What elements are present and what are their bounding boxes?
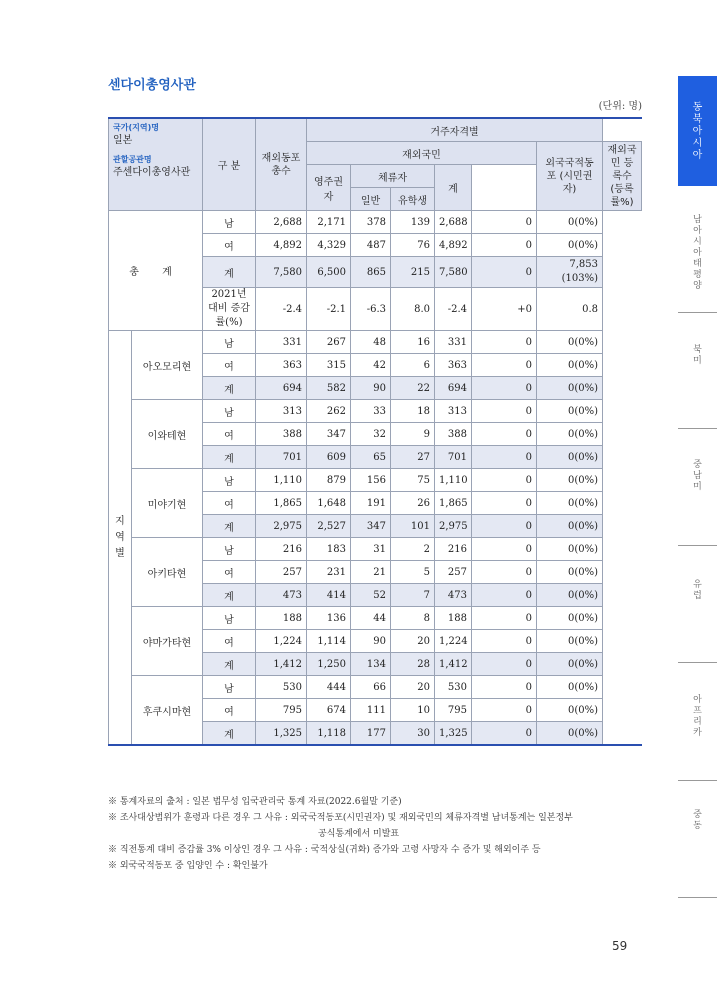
table-cell: 0 (472, 584, 537, 607)
table-cell: 388 (256, 423, 307, 446)
side-divider (678, 312, 717, 313)
table-cell: 414 (307, 584, 351, 607)
row-sub-label: 남 (203, 469, 256, 492)
table-cell: 22 (391, 377, 435, 400)
table-cell: 1,224 (256, 630, 307, 653)
table-cell: 487 (351, 234, 391, 257)
row-sub-label: 남 (203, 607, 256, 630)
table-cell: 2,688 (256, 211, 307, 234)
table-cell: 27 (391, 446, 435, 469)
table-cell: 331 (256, 331, 307, 354)
table-cell: 44 (351, 607, 391, 630)
side-tab-item[interactable]: 북미 (693, 345, 702, 366)
table-cell: 530 (435, 676, 472, 699)
row-sub-label: 여 (203, 423, 256, 446)
row-sub-label: 계 (203, 446, 256, 469)
table-row (109, 469, 642, 492)
table-cell: 42 (351, 354, 391, 377)
table-cell: 701 (256, 446, 307, 469)
table-cell: 2,975 (256, 515, 307, 538)
header-permanent: 영주권자 (307, 165, 351, 211)
table-cell: 0.8 (537, 288, 603, 331)
table-cell: 177 (351, 722, 391, 746)
table-cell: 378 (351, 211, 391, 234)
table-cell: 0(0%) (537, 446, 603, 469)
table-cell: 0(0%) (537, 331, 603, 354)
table-cell: 8 (391, 607, 435, 630)
table-cell: 0(0%) (537, 699, 603, 722)
header-sum: 계 (435, 165, 472, 211)
table-cell: 0(0%) (537, 722, 603, 746)
note-source: ※ 통계자료의 출처 : 일본 법무성 입국관리국 통계 자료(2022.6월말 기준) (108, 797, 402, 807)
table-cell: 0(0%) (537, 607, 603, 630)
row-sub-label: 계 (203, 515, 256, 538)
region-name: 후쿠시마현 (132, 676, 203, 746)
region-name: 미야기현 (132, 469, 203, 538)
table-cell: 111 (351, 699, 391, 722)
table-cell: 473 (256, 584, 307, 607)
table-cell: 262 (307, 400, 351, 423)
table-cell: 33 (351, 400, 391, 423)
table-cell: 6 (391, 354, 435, 377)
table-cell: 188 (435, 607, 472, 630)
table-cell: 0 (472, 234, 537, 257)
table-cell: 0(0%) (537, 400, 603, 423)
table-cell: 6,500 (307, 257, 351, 288)
table-cell: 0 (472, 377, 537, 400)
table-cell: 8.0 (391, 288, 435, 331)
table-cell: 0 (472, 561, 537, 584)
table-cell: 216 (256, 538, 307, 561)
header-residence: 거주자격별 (307, 118, 603, 142)
table-cell: 1,224 (435, 630, 472, 653)
table-cell: 215 (391, 257, 435, 288)
table-cell: 10 (391, 699, 435, 722)
table-cell: 388 (435, 423, 472, 446)
table-cell: 694 (256, 377, 307, 400)
row-sub-label: 여 (203, 234, 256, 257)
table-cell: -6.3 (351, 288, 391, 331)
table-cell: 16 (391, 331, 435, 354)
row-sub-label: 남 (203, 211, 256, 234)
note-change-reason: ※ 직전통계 대비 증감률 3% 이상인 경우 그 사유 : 국적상실(귀화) 증가와 고령 사망자 수 증가 및 해외이주 등 (108, 845, 541, 855)
side-divider (678, 662, 717, 663)
table-cell: 0 (472, 423, 537, 446)
table-cell: 0 (472, 446, 537, 469)
table-cell: 0(0%) (537, 630, 603, 653)
row-sub-label: 2021년대비 증감률(%) (203, 288, 256, 331)
table-cell: 795 (256, 699, 307, 722)
table-cell: 2,688 (435, 211, 472, 234)
table-cell: 52 (351, 584, 391, 607)
table-cell: 18 (391, 400, 435, 423)
row-sub-label: 여 (203, 561, 256, 584)
table-cell: 0 (472, 354, 537, 377)
table-cell: 363 (256, 354, 307, 377)
table-cell: 347 (351, 515, 391, 538)
table-cell: 331 (435, 331, 472, 354)
table-cell: 0 (472, 492, 537, 515)
table-cell: 4,329 (307, 234, 351, 257)
row-sub-label: 여 (203, 699, 256, 722)
table-cell: 48 (351, 331, 391, 354)
header-foreign: 외국국적동포 (시민권자) (537, 142, 603, 211)
row-sub-label: 남 (203, 331, 256, 354)
table-cell: 1,250 (307, 653, 351, 676)
table-cell: 0 (472, 538, 537, 561)
side-divider (678, 780, 717, 781)
side-tab-item[interactable]: 유럽 (693, 580, 702, 601)
table-cell: 66 (351, 676, 391, 699)
side-tab-active[interactable]: 동북아시아 (678, 76, 717, 186)
table-cell: 0(0%) (537, 423, 603, 446)
table-cell: 183 (307, 538, 351, 561)
side-divider (678, 897, 717, 898)
row-sub-label: 남 (203, 538, 256, 561)
table-cell: 0(0%) (537, 676, 603, 699)
total-label: 총 계 (109, 211, 203, 331)
header-total: 재외동포 총수 (256, 118, 307, 211)
table-cell: 0 (472, 676, 537, 699)
table-cell: 0(0%) (537, 211, 603, 234)
header-sojourn: 체류자 (351, 165, 435, 188)
table-cell: 1,865 (435, 492, 472, 515)
table-cell: 1,865 (256, 492, 307, 515)
table-cell: 0(0%) (537, 492, 603, 515)
table-cell: 20 (391, 630, 435, 653)
table-cell: 2 (391, 538, 435, 561)
table-cell: 21 (351, 561, 391, 584)
row-sub-label: 남 (203, 676, 256, 699)
table-cell: 1,325 (256, 722, 307, 746)
row-sub-label: 계 (203, 257, 256, 288)
table-cell: 0 (472, 722, 537, 746)
region-name: 이와테현 (132, 400, 203, 469)
statistics-table (108, 117, 642, 746)
footnotes (108, 794, 648, 874)
table-cell: 0(0%) (537, 538, 603, 561)
table-cell: 65 (351, 446, 391, 469)
table-cell: 75 (391, 469, 435, 492)
table-cell: 582 (307, 377, 351, 400)
table-cell: 90 (351, 377, 391, 400)
table-cell: 4,892 (256, 234, 307, 257)
table-cell: 90 (351, 630, 391, 653)
table-cell: 0(0%) (537, 377, 603, 400)
table-cell: -2.1 (307, 288, 351, 331)
table-cell: 257 (435, 561, 472, 584)
table-row (109, 211, 642, 234)
table-cell: 363 (435, 354, 472, 377)
table-cell: 2,975 (435, 515, 472, 538)
row-sub-label: 여 (203, 630, 256, 653)
table-cell: 1,114 (307, 630, 351, 653)
table-cell: 0 (472, 257, 537, 288)
table-cell: 0(0%) (537, 354, 603, 377)
table-cell: 0(0%) (537, 234, 603, 257)
table-cell: 2,171 (307, 211, 351, 234)
table-cell: 701 (435, 446, 472, 469)
region-name: 아키타현 (132, 538, 203, 607)
table-cell: 30 (391, 722, 435, 746)
row-sub-label: 여 (203, 492, 256, 515)
table-cell: 139 (391, 211, 435, 234)
table-cell: 315 (307, 354, 351, 377)
table-cell: 1,118 (307, 722, 351, 746)
table-cell: 865 (351, 257, 391, 288)
table-cell: -2.4 (256, 288, 307, 331)
table-cell: 0(0%) (537, 515, 603, 538)
header-nationals: 재외국민 (307, 142, 537, 165)
unit-label: (단위: 명) (598, 101, 642, 112)
note-adoptees: ※ 외국국적동포 중 입양인 수 : 확인불가 (108, 861, 268, 871)
table-cell: 4,892 (435, 234, 472, 257)
table-cell: 20 (391, 676, 435, 699)
table-cell: 7,580 (435, 257, 472, 288)
header-region-cell: 국가(지역)명 일본 관할공관명 주센다이총영사관 (109, 118, 203, 211)
table-cell: 7,580 (256, 257, 307, 288)
side-divider (678, 428, 717, 429)
table-cell: 28 (391, 653, 435, 676)
side-tab-item[interactable]: 중남미 (693, 460, 702, 492)
table-cell: 257 (256, 561, 307, 584)
table-cell: 313 (435, 400, 472, 423)
table-row (109, 331, 642, 354)
side-tab-item[interactable]: 아프리카 (693, 695, 702, 738)
table-cell: 0(0%) (537, 584, 603, 607)
table-cell: 0(0%) (537, 469, 603, 492)
table-cell: 444 (307, 676, 351, 699)
table-cell: 0 (472, 653, 537, 676)
table-cell: 879 (307, 469, 351, 492)
table-cell: 1,648 (307, 492, 351, 515)
table-cell: 26 (391, 492, 435, 515)
table-cell: 2,527 (307, 515, 351, 538)
row-sub-label: 계 (203, 584, 256, 607)
table-cell: 1,325 (435, 722, 472, 746)
table-cell: 76 (391, 234, 435, 257)
table-cell: 1,110 (256, 469, 307, 492)
table-cell: 136 (307, 607, 351, 630)
table-cell: 191 (351, 492, 391, 515)
table-cell: 0 (472, 211, 537, 234)
note-scope-cont: 공식통계에서 미발표 (318, 829, 400, 839)
table-cell: 231 (307, 561, 351, 584)
page-number: 59 (612, 939, 628, 953)
table-cell: 0 (472, 630, 537, 653)
row-sub-label: 남 (203, 400, 256, 423)
row-sub-label: 여 (203, 354, 256, 377)
region-name: 아오모리현 (132, 331, 203, 400)
table-cell: 0 (472, 515, 537, 538)
table-row (109, 676, 642, 699)
table-row (109, 607, 642, 630)
table-row (109, 538, 642, 561)
page-title: 센다이총영사관 (108, 78, 196, 93)
side-tab-item[interactable]: 남아시아태평양 (693, 215, 702, 291)
row-sub-label: 계 (203, 722, 256, 746)
table-cell: 32 (351, 423, 391, 446)
table-cell: 313 (256, 400, 307, 423)
table-row (109, 400, 642, 423)
table-cell: 9 (391, 423, 435, 446)
row-sub-label: 계 (203, 377, 256, 400)
table-cell: -2.4 (435, 288, 472, 331)
regional-label: 지 역 별 (109, 331, 132, 746)
table-cell: 0(0%) (537, 561, 603, 584)
table-cell: 694 (435, 377, 472, 400)
table-cell: 609 (307, 446, 351, 469)
table-cell: 267 (307, 331, 351, 354)
table-cell: 1,412 (435, 653, 472, 676)
table-cell: 1,110 (435, 469, 472, 492)
side-tab-item[interactable]: 중동 (693, 810, 702, 831)
table-cell: 347 (307, 423, 351, 446)
table-cell: 0 (472, 699, 537, 722)
table-cell: 7 (391, 584, 435, 607)
region-name: 야마가타현 (132, 607, 203, 676)
table-cell: 188 (256, 607, 307, 630)
table-cell: 674 (307, 699, 351, 722)
table-cell: 1,412 (256, 653, 307, 676)
header-registered: 재외국민 등록수 (등록률%) (603, 142, 642, 211)
table-cell: 0(0%) (537, 653, 603, 676)
table-cell: 156 (351, 469, 391, 492)
table-cell: 0 (472, 607, 537, 630)
table-cell: 0 (472, 469, 537, 492)
table-cell: 101 (391, 515, 435, 538)
table-cell: 7,853 (103%) (537, 257, 603, 288)
table-cell: 530 (256, 676, 307, 699)
side-divider (678, 545, 717, 546)
table-cell: 31 (351, 538, 391, 561)
header-gubun: 구 분 (203, 118, 256, 211)
table-cell: 216 (435, 538, 472, 561)
table-cell: 0 (472, 400, 537, 423)
table-cell: 134 (351, 653, 391, 676)
table-cell: 0 (472, 331, 537, 354)
header-general: 일반 (351, 188, 391, 211)
table-cell: 795 (435, 699, 472, 722)
header-student: 유학생 (391, 188, 435, 211)
note-scope: ※ 조사대상범위가 훈령과 다른 경우 그 사유 : 외국국적동포(시민권자) 및 재외국민의 체류자격별 남녀통계는 일본정부 (108, 813, 573, 823)
table-cell: 5 (391, 561, 435, 584)
table-cell: 473 (435, 584, 472, 607)
table-cell: +0 (472, 288, 537, 331)
row-sub-label: 계 (203, 653, 256, 676)
